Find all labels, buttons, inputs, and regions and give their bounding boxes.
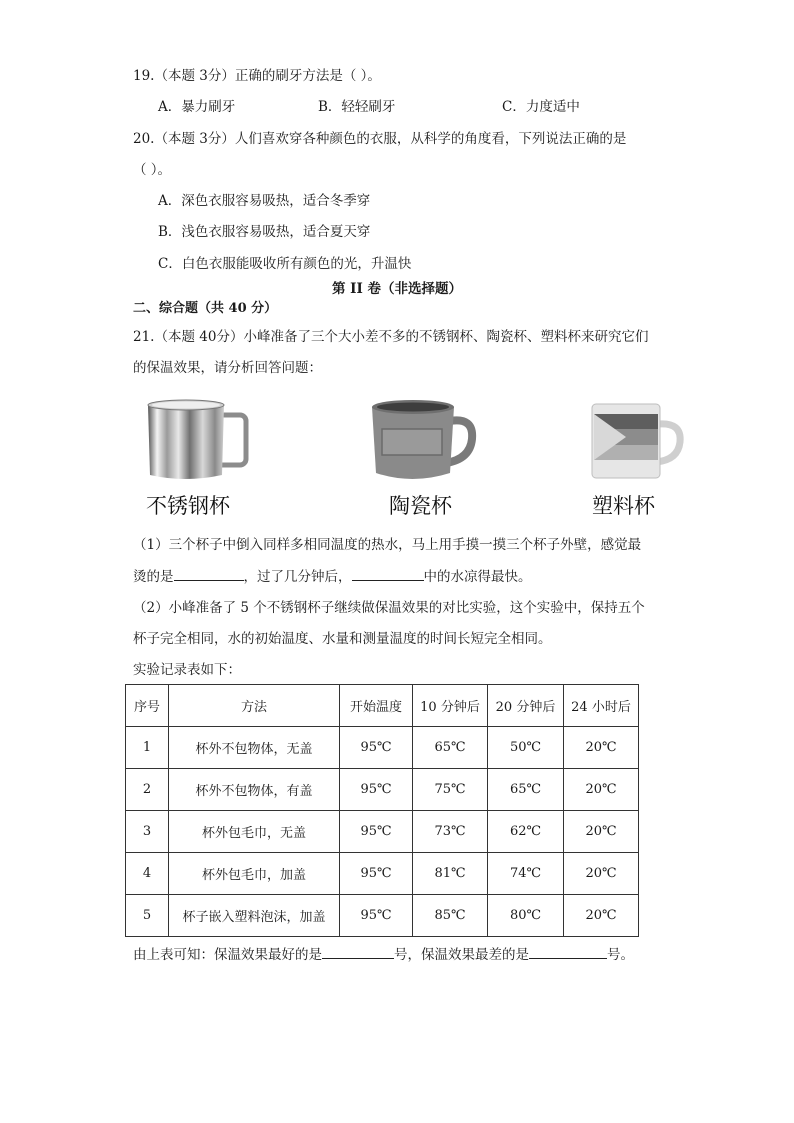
cup-label-stainless: 不锈钢杯 [146,494,230,518]
q21-stem-line1: 21.（本题 40分）小峰准备了三个大小差不多的不锈钢杯、陶瓷杯、塑料杯来研究它们 [133,329,649,345]
q21-stem-line2: 的保温效果，请分析回答问题： [133,360,322,376]
q20-stem-line1: 20.（本题 3分）人们喜欢穿各种颜色的衣服，从科学的角度看，下列说法正确的是 [133,131,627,147]
table-cell: 20℃ [564,811,639,853]
table-cell: 81℃ [413,853,488,895]
q20-option-a: A．深色衣服容易吸热，适合冬季穿 [158,193,371,209]
table-cell: 95℃ [340,895,413,937]
q21-sub2-line2: 杯子完全相同，水的初始温度、水量和测量温度的时间长短完全相同。 [133,631,552,647]
section2-heading: 二、综合题（共 40 分） [133,301,278,316]
q19-option-b: B．轻轻刷牙 [318,99,396,115]
table-cell: 74℃ [488,853,564,895]
q21-sub1-text-a: 烫的是 [133,569,174,585]
cup-label-ceramic: 陶瓷杯 [389,494,452,518]
table-cell: 62℃ [488,811,564,853]
table-cell: 65℃ [413,727,488,769]
q21-sub1-line2 [133,566,532,587]
table-cell: 杯外包毛巾，加盖 [169,853,340,895]
q21-sub1-text-b: ，过了几分钟后， [243,569,352,585]
table-cell: 杯子嵌入塑料泡沫，加盖 [169,895,340,937]
table-cell: 75℃ [413,769,488,811]
header-cell: 方法 [169,685,340,727]
table-cell: 95℃ [340,853,413,895]
header-cell: 24 小时后 [564,685,639,727]
table-cell: 20℃ [564,853,639,895]
table-cell: 80℃ [488,895,564,937]
answer-blank-coolest[interactable] [352,566,424,581]
table-row [126,895,639,937]
table-cell: 2 [126,769,169,811]
q21-conclusion [133,944,634,965]
answer-blank-worst[interactable] [529,944,607,959]
conclusion-text-c: 号。 [607,947,634,963]
table-cell: 65℃ [488,769,564,811]
answer-blank-best[interactable] [322,944,394,959]
table-cell: 杯外包毛巾，无盖 [169,811,340,853]
answer-blank-hottest[interactable] [174,566,244,581]
table-cell: 50℃ [488,727,564,769]
table-cell: 95℃ [340,727,413,769]
conclusion-text-b: 号，保温效果最差的是 [394,947,529,963]
table-row [126,769,639,811]
table-cell: 20℃ [564,727,639,769]
header-cell: 10 分钟后 [413,685,488,727]
header-cell: 20 分钟后 [488,685,564,727]
q19-stem: 19.（本题 3分）正确的刷牙方法是（ ）。 [133,68,381,84]
ceramic-cup-image [368,395,483,485]
table-cell: 3 [126,811,169,853]
stainless-steel-cup-image [140,395,255,485]
q20-option-b: B．浅色衣服容易吸热，适合夏天穿 [158,224,371,240]
table-cell: 杯外不包物体，无盖 [169,727,340,769]
part2-title: 第 II 卷（非选择题） [331,281,463,297]
q20-option-c: C．白色衣服能吸收所有颜色的光，升温快 [158,256,412,272]
q21-sub1-text-c: 中的水凉得最快。 [423,569,532,585]
table-cell: 73℃ [413,811,488,853]
table-row [126,811,639,853]
q20-stem-line2: （ ）。 [133,162,172,178]
header-cell: 开始温度 [340,685,413,727]
table-cell: 85℃ [413,895,488,937]
table-row [126,853,639,895]
header-cell: 序号 [126,685,169,727]
table-cell: 4 [126,853,169,895]
plastic-cup-image [586,398,686,483]
experiment-record-table [125,684,639,937]
table-cell: 1 [126,727,169,769]
q21-sub2-line1: （2）小峰准备了 5 个不锈钢杯子继续做保温效果的对比实验，这个实验中，保持五个 [133,600,645,616]
q21-sub1-line1: （1）三个杯子中倒入同样多相同温度的热水，马上用手摸一摸三个杯子外壁，感觉最 [133,537,642,553]
cup-label-plastic: 塑料杯 [592,494,655,518]
q19-option-c: C．力度适中 [502,99,580,115]
table-cell: 5 [126,895,169,937]
table-cell: 20℃ [564,895,639,937]
table-header-row [126,685,639,727]
table-cell: 95℃ [340,769,413,811]
table-cell: 杯外不包物体，有盖 [169,769,340,811]
table-row [126,727,639,769]
q19-option-a: A．暴力刷牙 [158,99,236,115]
table-cell: 95℃ [340,811,413,853]
table-cell: 20℃ [564,769,639,811]
table-caption: 实验记录表如下： [133,662,241,678]
conclusion-text-a: 由上表可知：保温效果最好的是 [133,947,322,963]
